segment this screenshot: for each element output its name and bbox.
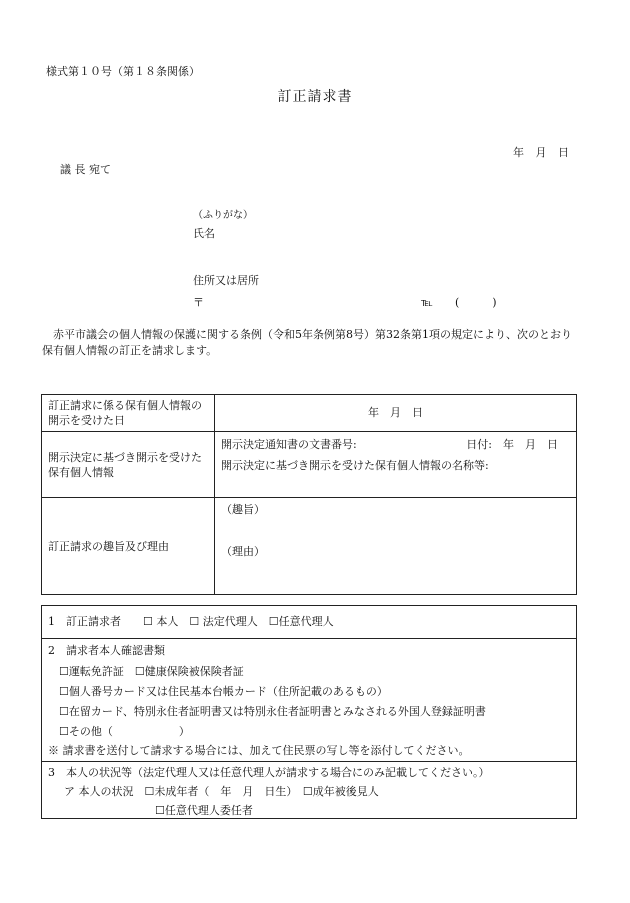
table-row xyxy=(42,395,577,432)
id-documents-option: ☐個人番号カード又は住民基本台帳カード（住所記載のあるもの） xyxy=(59,685,388,698)
page-title: 訂正請求書 xyxy=(277,89,353,105)
notice-doc-number-label: 開示決定通知書の文書番号: xyxy=(221,438,357,451)
disclosed-info-name-label: 開示決定に基づき開示を受けた保有個人情報の名称等: xyxy=(221,458,489,472)
furigana-label: （ふりがな） xyxy=(193,210,253,221)
id-documents-option: ☐その他（ ） xyxy=(59,725,190,738)
purpose-label: （趣旨） xyxy=(221,503,265,516)
addressee: 議 長 宛て xyxy=(60,163,111,176)
form-number: 様式第１０号（第１８条関係） xyxy=(46,65,200,78)
id-documents-option: ☐運転免許証 ☐健康保険被保険者証 xyxy=(59,665,244,678)
request-details-table xyxy=(41,394,577,595)
notice-date-label: 日付: 年 月 日 xyxy=(466,438,558,451)
address-label: 住所又は居所 xyxy=(193,274,259,287)
disclosed-info-cell xyxy=(215,432,577,498)
divider xyxy=(42,761,576,762)
divider xyxy=(42,638,576,639)
principal-status-heading: 3 本人の状況等（法定代理人又は任意代理人が請求する場合にのみ記載してください。） xyxy=(48,766,490,779)
tel-paren: ( ) xyxy=(455,296,497,309)
postal-mark: 〒 xyxy=(193,296,204,309)
table-row xyxy=(42,498,577,595)
intro-text: 赤平市議会の個人情報の保護に関する条例（令和5年条例第8号）第32条第1項の規定により、次のとおり保有個人情報の訂正を請求します。 xyxy=(42,328,572,357)
disclosure-date-value: 年 月 日 xyxy=(215,395,577,432)
id-documents-heading: 2 請求者本人確認書類 xyxy=(48,644,165,657)
requester-info-box xyxy=(41,605,577,819)
requester-type-line: 1 訂正請求者 ☐ 本人 ☐ 法定代理人 ☐任意代理人 xyxy=(48,615,334,628)
principal-status-options: ☐任意代理人委任者 xyxy=(155,804,253,817)
principal-status-options: ア 本人の状況 ☐未成年者（ 年 月 日生） ☐成年被後見人 xyxy=(64,785,379,798)
disclosure-date-label: 訂正請求に係る保有個人情報の開示を受けた日 xyxy=(42,395,215,432)
id-documents-option: ☐在留カード、特別永住者証明書又は特別永住者証明書とみなされる外国人登録証明書 xyxy=(59,705,486,718)
table-row xyxy=(42,432,577,498)
reason-label: （理由） xyxy=(221,544,265,558)
id-documents-note: ※ 請求書を送付して請求する場合には、加えて住民票の写し等を添付してください。 xyxy=(48,744,470,757)
tel-label: ℡ xyxy=(421,296,433,309)
request-date: 年 月 日 xyxy=(513,146,569,159)
disclosed-info-label: 開示決定に基づき開示を受けた保有個人情報 xyxy=(42,432,215,498)
purpose-reason-cell xyxy=(215,498,577,595)
purpose-reason-label: 訂正請求の趣旨及び理由 xyxy=(42,498,215,595)
name-label: 氏名 xyxy=(193,227,215,240)
